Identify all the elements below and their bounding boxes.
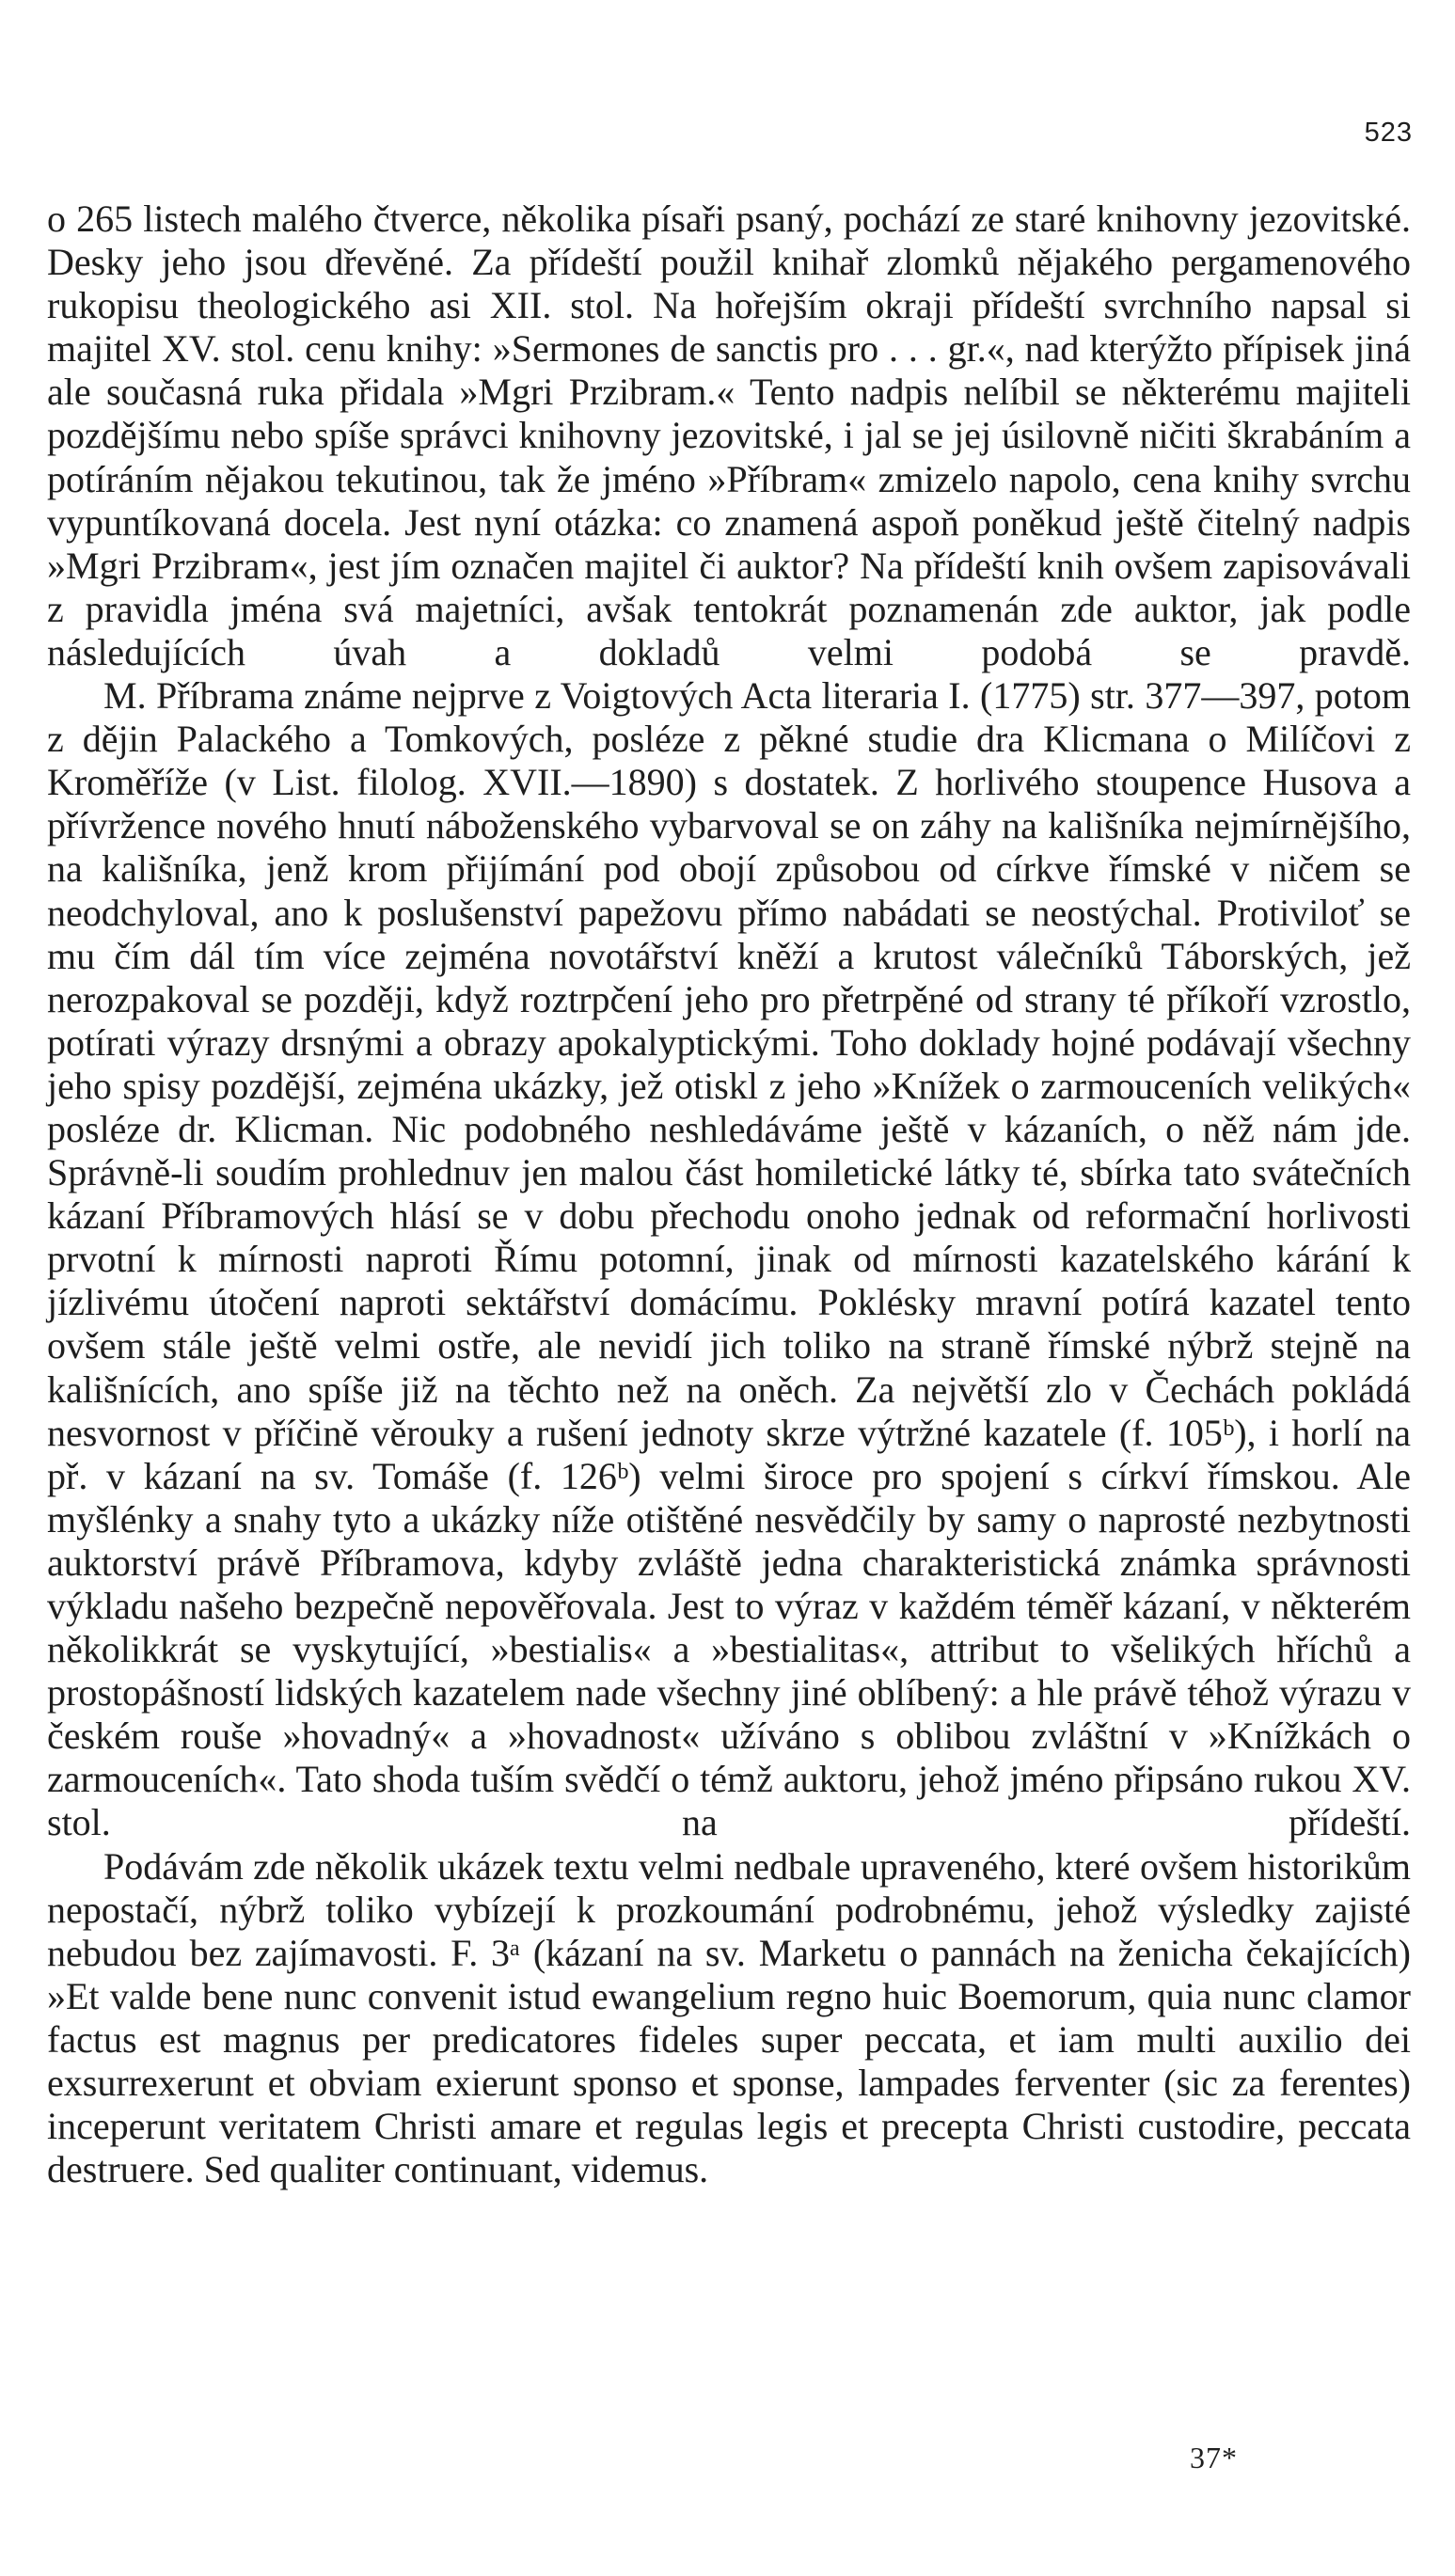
- signature-mark: 37*: [1190, 2441, 1238, 2474]
- paragraph-1: o 265 listech malého čtverce, několika písaři psaný, pochází ze staré knihovny jezovitské. Desky jeho jsou dřevěné. Za přídeští použil knihař zlomků nějakého pergamenového rukopisu theologického asi XII. stol. Na hořejším okraji přídeští svrchního napsal si majitel XV. stol. cenu knihy: »Sermones de sanctis pro . . . gr.«, nad kterýžto přípisek jiná ale současná ruka přidala »Mgri Przibram.« Tento nadpis nelíbil se některému majiteli pozdějšímu nebo spíše správci knihovny jezovitské, i jal se jej úsilovně ničiti škrabáním a potíráním nějakou tekutinou, tak že jméno »Příbram« zmizelo napolo, cena knihy svrchu vypuntíkovaná docela. Jest nyní otázka: co znamená aspoň poněkud ještě čitelný nadpis »Mgri Przibram«, jest jím označen majitel či auktor? Na přídeští knih ovšem zapisovávali z pravidla jména svá majetníci, avšak tentokrát poznamenán zde auktor, jak podle následujících úvah a dokladů velmi podobá se pravdě.: [47, 198, 1411, 673]
- page-number: 523: [1364, 118, 1413, 148]
- paragraph-3: Podávám zde několik ukázek textu velmi nedbale upraveného, které ovšem historikům nepostačí, nýbrž toliko vybízejí k prozkoumání podrobnému, jehož výsledky zajisté nebudou bez zajímavosti. F. 3ᵃ (kázaní na sv. Marketu o pannách na ženicha čekajících) »Et valde bene nunc convenit istud ewangelium regno huic Boemorum, quia nunc clamor factus est magnus per predicatores fideles super peccata, et iam multi auxilio dei exsurrexerunt et obviam exierunt sponso et sponse, lampades ferventer (sic za ferentes) inceperunt veritatem Christi amare et regulas legis et precepta Christi custodire, peccata destruere. Sed qualiter continuant, videmus.: [47, 1844, 1411, 2191]
- body-text: [47, 198, 1411, 2191]
- paragraph-2: M. Příbrama známe nejprve z Voigtových Acta literaria I. (1775) str. 377—397, potom z dějin Palackého a Tomkových, posléze z pěkné studie dra Klicmana o Milíčovi z Kroměříže (v List. filolog. XVII.—1890) s dostatek. Z horlivého stoupence Husova a přívržence nového hnutí náboženského vybarvoval se on záhy na kališníka nejmírnějšího, na kališníka, jenž krom přijímání pod obojí způsobou od církve římské v ničem se neodchyloval, ano k poslušenství papežovu přímo nabádati se neostýchal. Protiviloť se mu čím dál tím více zejména novotářství kněží a krutost válečníků Táborských, jež nerozpakoval se později, když roztrpčení jeho pro přetrpěné od strany té příkoří vzrostlo, potírati výrazy drsnými a obrazy apokalyptickými. Toho doklady hojné podávají všechny jeho spisy pozdější, zejména ukázky, jež otiskl z jeho »Knížek o zarmouceních velikých« posléze dr. Klicman. Nic podobného neshledáváme ještě v kázaních, o něž nám jde. Správně-li soudím prohlednuv jen malou část homiletické látky té, sbírka tato svátečních kázaní Příbramových hlásí se v dobu přechodu onoho jednak od reformační horlivosti prvotní k mírnosti naproti Římu potomní, jinak od mírnosti kazatelského kárání k jízlivému útočení naproti sektářství domácímu. Poklésky mravní potírá kazatel tento ovšem stále ještě velmi ostře, ale nevidí jich toliko na straně římské nýbrž stejně na kališnících, ano spíše již na těchto než na oněch. Za největší zlo v Čechách pokládá nesvornost v příčině věrouky a rušení jednoty skrze výtržné kazatele (f. 105ᵇ), i horlí na př. v kázaní na sv. Tomáše (f. 126ᵇ) velmi široce pro spojení s církví římskou. Ale myšlénky a snahy tyto a ukázky níže otištěné nesvědčily by samy o naprosté nezbytnosti auktorství právě Příbramova, kdyby zvláště jedna charakteristická známka správnosti výkladu našeho bezpečně nepověřovala. Jest to výraz v každém téměř kázaní, v některém několikkrát se vyskytující, »bestialis« a »bestialitas«, attribut to všelikých hříchů a prostopášností lidských kazatelem nade všechny jiné oblíbený: a hle právě téhož výrazu v českém rouše »hovadný« a »hovadnost« užíváno s oblibou zvláštní v »Knížkách o zarmouceních«. Tato shoda tuším svědčí o témž auktoru, jehož jméno připsáno rukou XV. stol. na přídeští.: [47, 674, 1411, 1844]
